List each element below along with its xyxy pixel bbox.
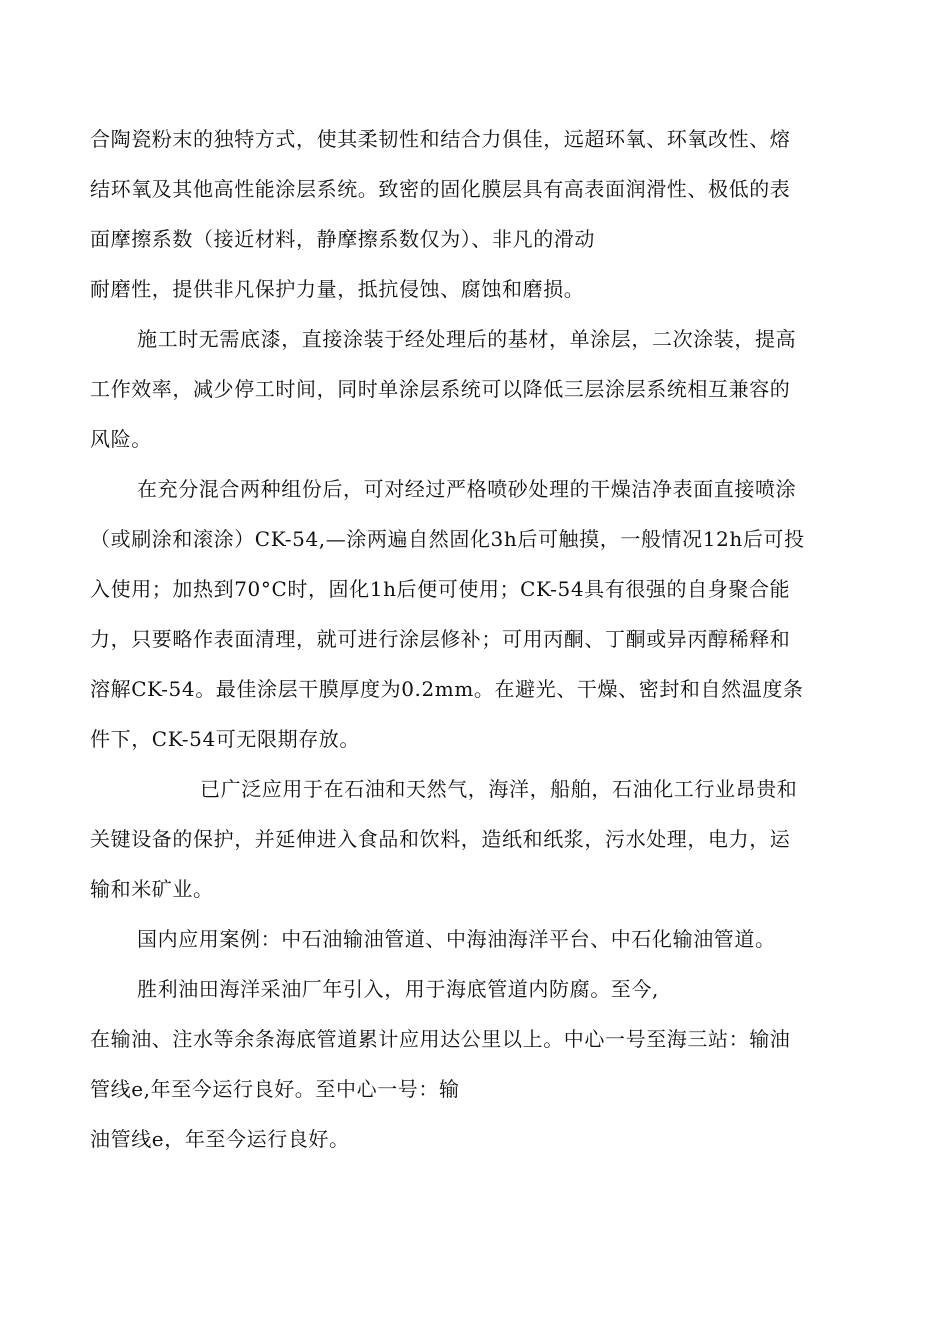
text-line: 在输油、注水等余条海底管道累计应用达公里以上。中心一号至海三站：输油 xyxy=(90,1027,791,1051)
text-line: 油管线e，年至今运行良好。 xyxy=(90,1127,350,1151)
text-line: 耐磨性，提供非凡保护力量，抵抗侵蚀、腐蚀和磨损。 xyxy=(90,277,585,301)
text-line: 风险。 xyxy=(90,427,152,451)
text-line: 件下，CK-54可无限期存放。 xyxy=(90,727,360,751)
paragraph-first-line: 在充分混合两种组份后，可对经过严格喷砂处理的干燥洁净表面直接喷涂 xyxy=(137,477,797,501)
text-line: 面摩擦系数（接近材料，静摩擦系数仅为）、非凡的滑动 xyxy=(90,227,595,251)
text-line: （或刷涂和滚涂）CK-54,—涂两遍自然固化3h后可触摸，一般情况12h后可投 xyxy=(90,527,805,551)
paragraph-first-line: 施工时无需底漆，直接涂装于经处理后的基材，单涂层，二次涂装，提高 xyxy=(137,327,797,351)
text-line: 输和米矿业。 xyxy=(90,877,214,901)
text-line: 合陶瓷粉末的独特方式，使其柔韧性和结合力俱佳，远超环氧、环氧改性、熔 xyxy=(90,127,791,151)
text-line: 关键设备的保护，并延伸进入食品和饮料，造纸和纸浆，污水处理，电力，运 xyxy=(90,827,791,851)
text-line: 结环氧及其他高性能涂层系统。致密的固化膜层具有高表面润滑性、极低的表 xyxy=(90,177,791,201)
paragraph-first-line: 国内应用案例：中石油输油管道、中海油海洋平台、中石化输油管道。 xyxy=(137,927,776,951)
text-line: 工作效率，减少停工时间，同时单涂层系统可以降低三层涂层系统相互兼容的 xyxy=(90,377,791,401)
text-line: 力，只要略作表面清理，就可进行涂层修补；可用丙酮、丁酮或异丙醇稀释和 xyxy=(90,627,791,651)
paragraph-first-line: 胜利油田海洋采油厂年引入，用于海底管道内防腐。至今, xyxy=(137,977,659,1001)
text-line: 入使用；加热到70°C时，固化1h后便可使用；CK-54具有很强的自身聚合能 xyxy=(90,577,791,601)
paragraph-first-line: 已广泛应用于在石油和天然气，海洋，船舶，石油化工行业昂贵和 xyxy=(200,777,798,801)
text-line: 管线e,年至今运行良好。至中心一号：输 xyxy=(90,1077,460,1101)
text-line: 溶解CK-54。最佳涂层干膜厚度为0.2mm。在避光、干燥、密封和自然温度条 xyxy=(90,677,804,701)
